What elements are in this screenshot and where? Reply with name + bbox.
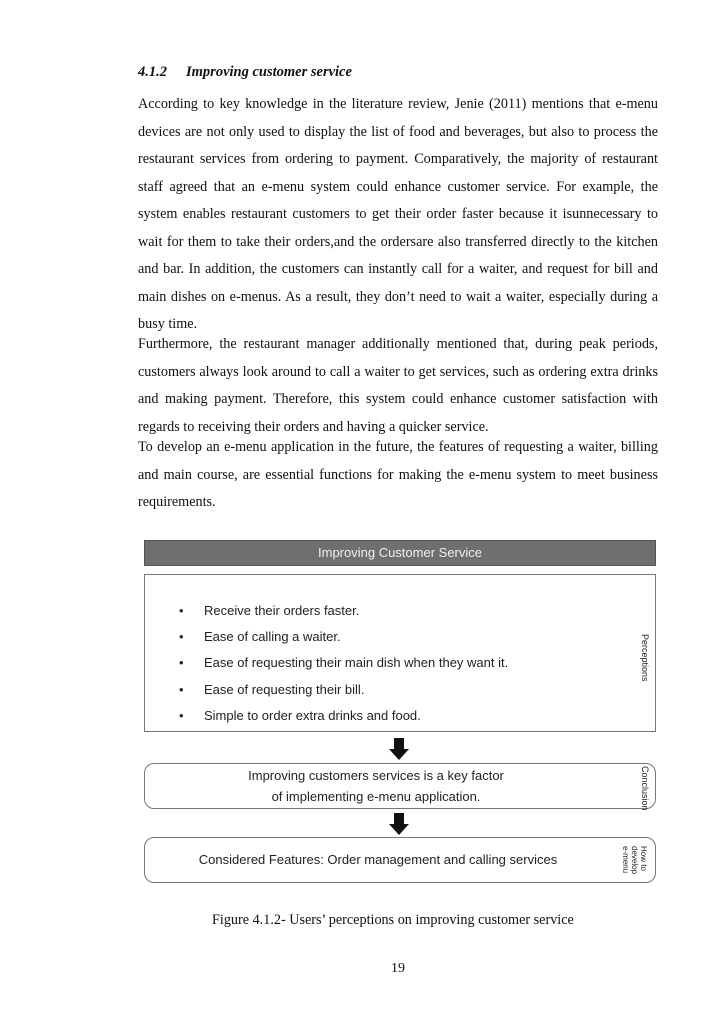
features-side-label: How to develop e-menu xyxy=(621,846,648,875)
perceptions-list xyxy=(179,598,508,729)
paragraph-1: According to key knowledge in the literature review, Jenie (2011) mentions that e-menu devices are not only used to display the list of food and beverages, but also to process the restaurant services from ordering to payment. Comparatively, the majority of restaurant staff agreed that an e-menu system could enhance customer service. For example, the system enables restaurant customers to get their order faster because it isunnecessary to wait for them to take their orders,and the ordersare also transferred directly to the kitchen and bar. In addition, the customers can instantly call for a waiter, and request for bill and main dishes on e-menus. As a result, they don’t need to wait a waiter, especially during a busy time. xyxy=(138,96,658,332)
paragraph-3: To develop an e-menu application in the future, the features of requesting a waiter, billing and main course, are essential functions for making the e-menu system to meet business requirements. xyxy=(138,439,658,510)
figure-caption-text: Figure 4.1.2- Users’ perceptions on improving customer service xyxy=(212,912,574,928)
section-number: 4.1.2 xyxy=(138,64,167,80)
bullet-icon: • xyxy=(179,707,184,723)
down-arrow-icon xyxy=(389,813,409,835)
list-item xyxy=(179,703,508,729)
figure-header: Improving Customer Service xyxy=(144,540,656,566)
bullet-icon: • xyxy=(179,681,184,697)
perceptions-box xyxy=(144,574,656,732)
perception-text: Ease of requesting their main dish when they want it. xyxy=(204,655,509,671)
list-item xyxy=(179,677,508,703)
perception-text: Simple to order extra drinks and food. xyxy=(204,707,421,723)
conclusion-line-1: Improving customers services is a key factor xyxy=(248,768,504,783)
list-item xyxy=(179,650,508,676)
paragraph-2: Furthermore, the restaurant manager additionally mentioned that, during peak periods, customers always look around to call a waiter to get services, such as ordering extra drinks and making payment. Therefore, this system could enhance customer satisfaction with regards to receiving their orders and having a quicker service. xyxy=(138,336,658,435)
bullet-icon: • xyxy=(179,603,184,618)
down-arrow-icon xyxy=(389,738,409,760)
conclusion-side-label: Conclusion xyxy=(640,766,650,811)
section-heading xyxy=(138,64,352,81)
list-item xyxy=(179,624,508,650)
bullet-icon: • xyxy=(179,655,184,671)
bullet-icon: • xyxy=(179,629,184,645)
perception-text: Ease of calling a waiter. xyxy=(204,629,341,645)
perception-text: Receive their orders faster. xyxy=(204,603,360,618)
conclusion-box xyxy=(144,763,656,809)
perceptions-side-label: Perceptions xyxy=(640,634,650,682)
page-number: 19 xyxy=(391,961,405,976)
list-item xyxy=(179,598,508,624)
features-text: Considered Features: Order management and calling services xyxy=(198,852,558,867)
conclusion-line-2: of implementing e-menu application. xyxy=(271,789,481,804)
perception-text: Ease of requesting their bill. xyxy=(204,681,365,697)
section-title: Improving customer service xyxy=(186,64,352,80)
features-box xyxy=(144,837,656,883)
